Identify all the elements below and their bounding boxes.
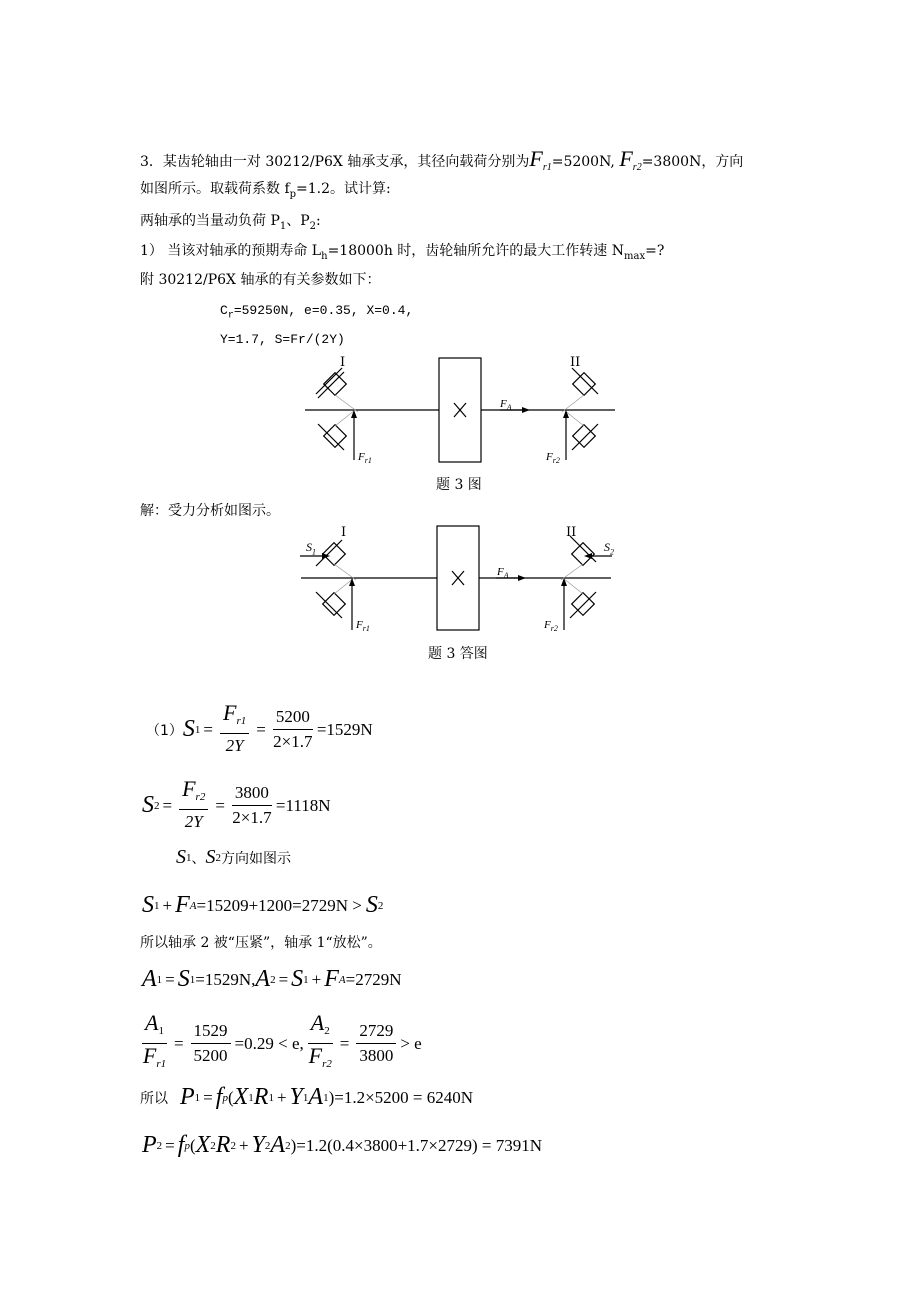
fig1-label-Fr2: $F_{r2}$ (546, 451, 560, 466)
fig2-label-Fr2: $F_{r2}$ (544, 619, 558, 634)
equation-s2: S 2 = $\frac{F_{r2}}{2Y}$ = $\frac{3800}{2\times 1.7}$ =1118N (142, 776, 331, 831)
conclusion-text: 所以轴承 2 被“压紧”，轴承 1“放松”。 (140, 935, 382, 951)
problem-line-1: 3．某齿轮轴由一对 30212/P6X 轴承支承，其径向载荷分别为$F_{r1}=5200N$, $F_{r2}=3800N$，方向 (140, 146, 744, 173)
bearing-I-symbol-2 (316, 540, 356, 618)
problem-line-2: 如图所示。取载荷系数 $f_p=1.2$。试计算: (140, 181, 391, 200)
figure-2-caption: 题 3 答图 (428, 646, 488, 662)
direction-note: S 1 、 S 2 方向如图示 (176, 846, 291, 868)
fig2-label-FA: $F_A$ (497, 566, 509, 581)
fa-arrowhead (522, 407, 530, 413)
param-line-2: Y=1.7, S=Fr/(2Y) (220, 332, 345, 347)
fig1-label-I: I (340, 355, 346, 370)
problem-line-5: 附 30212/P6X 轴承的有关参数如下： (140, 272, 381, 288)
solution-intro: 解：受力分析如图示。 (140, 503, 280, 519)
bearing-II-symbol-2 (561, 536, 596, 618)
equation-p1: 所以 P 1 = f p ( X 1 R 1 + Y 1 A 1 ) =1.2×5200 = 6240N (140, 1084, 474, 1110)
equation-ratio: $\frac{A_1}{F_{r1}}$ = $\frac{1529}{5200}$ =0.29 < e, $\frac{A_2}{F_{r2}}$ = $\frac{2729}{3800}$ > e (142, 1010, 422, 1070)
fig2-label-I: I (341, 525, 347, 540)
fig1-label-Fr1: $F_{r1}$ (358, 451, 372, 466)
equation-a: A 1 = S 1 =1529N, A 2 = S 1 + F A =2729N (142, 966, 402, 992)
param-line-1: $C_r=59250N$, e=0.35, X=0.4, (220, 303, 414, 322)
fig2-label-Fr1: $F_{r1}$ (356, 619, 370, 634)
bearing-II-symbol (562, 368, 598, 450)
equation-p2: P 2 = f p ( X 2 R 2 + Y 2 A 2 ) =1.2(0.4×3800+1.7×2729) = 7391N (142, 1132, 543, 1158)
problem-line-3: 两轴承的当量动负荷 $P_1$、$P_2$: (140, 213, 321, 232)
equation-sum: S 1 + F A =15209+1200=2729N > S 2 (142, 892, 384, 918)
fig1-label-FA: $F_A$ (500, 398, 512, 413)
fig2-label-II: II (566, 525, 577, 540)
figure-1-caption: 题 3 图 (436, 477, 482, 493)
problem-line-4: 1） 当该对轴承的预期寿命 $L_h=18000h$ 时，齿轮轴所允许的最大工作转速 $N_{max}=$? (140, 243, 665, 262)
fig1-label-II: II (570, 355, 581, 370)
equation-s1: （1） S 1 = $\frac{F_{r1}}{2Y}$ = $\frac{5200}{2\times 1.7}$ =1529N (146, 700, 373, 755)
bearing-I-symbol (316, 368, 358, 450)
fig2-label-S1: $S_1$ (306, 540, 316, 557)
fig2-label-S2: $S_2$ (604, 540, 614, 557)
